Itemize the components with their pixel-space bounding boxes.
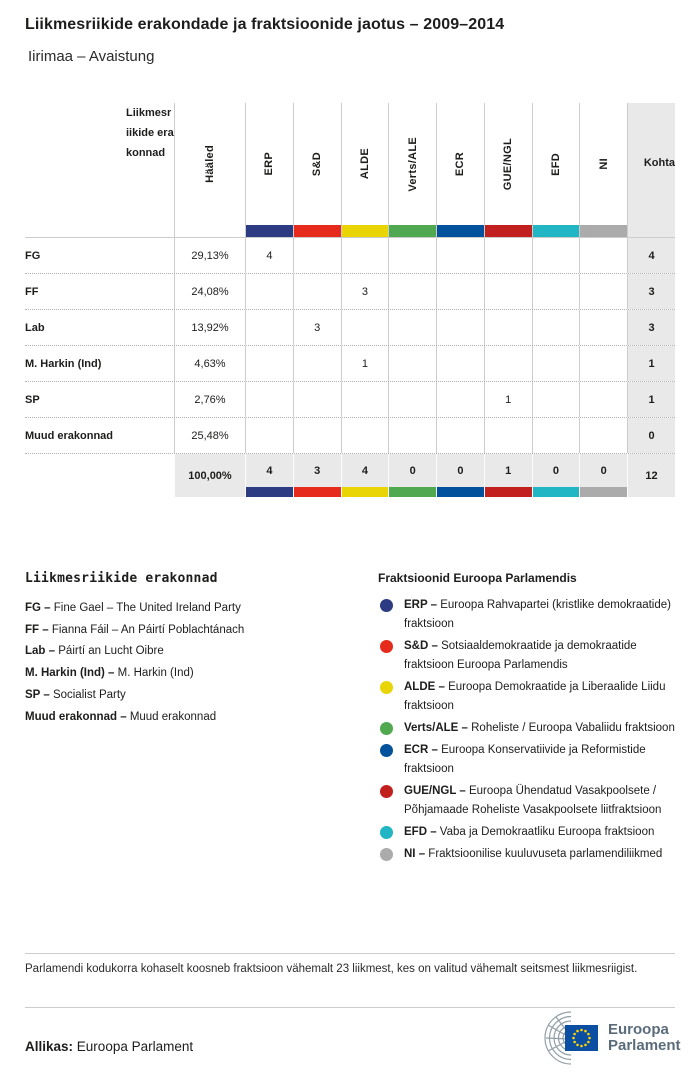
group-column-header (436, 103, 484, 237)
group-legend-text (404, 719, 675, 738)
group-column-header-label: GUE/NGL (502, 137, 515, 191)
hemicycle-icon (521, 1009, 601, 1067)
group-column-header (341, 103, 389, 237)
source-line (25, 1039, 193, 1054)
divider-bottom (25, 1007, 675, 1008)
group-legend-item (378, 845, 675, 864)
table-row (25, 309, 675, 345)
party-legend-item (25, 707, 378, 729)
group-legend-name: Fraktsioonilise kuuluvuseta parlamendiliikmed (428, 848, 663, 860)
logo-wordmark (608, 1022, 681, 1054)
group-legend-abbr: ALDE – (404, 681, 445, 693)
party-legend-name: Fine Gael – The United Ireland Party (53, 602, 241, 614)
group-seats-cell (436, 310, 484, 345)
group-legend-text (404, 845, 675, 864)
group-seats-cell (532, 310, 580, 345)
group-color-bar (485, 225, 532, 237)
group-color-bar (437, 225, 484, 237)
row-total-seats-cell: 3 (627, 310, 675, 345)
group-seats-cell (388, 238, 436, 273)
party-legend-abbr: M. Harkin (Ind) – (25, 667, 115, 680)
group-legend-name: Roheliste / Euroopa Vabaliidu fraktsioon (471, 722, 675, 734)
total-group-seats-value: 0 (600, 464, 607, 477)
group-legend (378, 571, 675, 867)
group-column-header-label: ALDE (358, 148, 371, 180)
group-legend-abbr: GUE/NGL – (404, 785, 466, 797)
table-total-row (25, 453, 675, 497)
group-color-bar (342, 225, 389, 237)
group-column-header (245, 103, 293, 237)
total-group-seats-cell (388, 454, 436, 497)
group-legend-abbr: S&D – (404, 640, 438, 652)
group-column-header-label: ERP (263, 152, 276, 176)
row-total-seats-cell: 3 (627, 274, 675, 309)
parties-column-header-label: Liikmesriikide erakonnad (126, 107, 174, 159)
grand-total-seats-cell: 12 (627, 454, 675, 497)
group-color-dot (380, 785, 393, 798)
party-legend-abbr: Muud erakonnad – (25, 710, 127, 723)
group-seats-cell (532, 238, 580, 273)
total-group-seats-value: 0 (409, 464, 416, 477)
group-seats-cell (293, 382, 341, 417)
votes-header-bar-spacer (175, 225, 245, 237)
group-column-header (388, 103, 436, 237)
group-legend-text (404, 741, 675, 779)
group-seats-cell (436, 346, 484, 381)
group-color-bar (580, 225, 627, 237)
group-color-dot (380, 722, 393, 735)
total-group-seats-cell (532, 454, 580, 497)
party-legend-abbr: Lab – (25, 645, 56, 658)
group-seats-cell (293, 238, 341, 273)
total-group-seats-cell (436, 454, 484, 497)
votes-cell: 2,76% (174, 382, 245, 417)
total-votes-cell: 100,00% (174, 454, 245, 497)
group-legend-name: Euroopa Demokraatide ja Liberaalide Liidu fraktsioon (404, 681, 666, 712)
group-legend-item (378, 596, 675, 634)
group-legend-name: Euroopa Ühendatud Vasakpoolsete / Põhjamaade Roheliste Vasakpoolsete liitfraktsioon (404, 785, 662, 816)
group-seats-cell (484, 346, 532, 381)
party-legend-name: Páirtí an Lucht Oibre (58, 645, 164, 658)
group-color-bar (533, 225, 580, 237)
table-row (25, 381, 675, 417)
group-seats-cell: 1 (484, 382, 532, 417)
group-seats-cell (484, 418, 532, 453)
group-column-header-label: EFD (549, 152, 562, 176)
votes-column-header-label: Hääled (204, 145, 216, 183)
group-legend-name: Vaba ja Demokraatliku Euroopa fraktsioon (439, 826, 655, 838)
group-seats-cell (532, 418, 580, 453)
votes-cell: 24,08% (174, 274, 245, 309)
group-color-bar (389, 487, 436, 497)
table-row (25, 345, 675, 381)
group-color-bar (389, 225, 436, 237)
group-legend-abbr: EFD – (404, 826, 437, 838)
group-legend-item (378, 782, 675, 820)
votes-cell: 25,48% (174, 418, 245, 453)
party-legend-abbr: FF – (25, 623, 49, 636)
group-legend-item (378, 823, 675, 842)
page-title: Liikmesriikide erakondade ja fraktsioonide jaotus – 2009–2014 (25, 16, 505, 33)
group-seats-cell (436, 418, 484, 453)
group-legend-abbr: Verts/ALE – (404, 722, 468, 734)
group-column-header-label: Verts/ALE (406, 136, 419, 192)
party-name-cell: Muud erakonnad (25, 429, 114, 442)
total-group-seats-value: 0 (457, 464, 464, 477)
party-name-cell: FG (25, 249, 41, 262)
party-legend-item (25, 641, 378, 663)
row-total-seats-cell: 1 (627, 382, 675, 417)
total-group-seats-value: 0 (552, 464, 559, 477)
votes-cell: 29,13% (174, 238, 245, 273)
votes-cell: 13,92% (174, 310, 245, 345)
logo-text-line2: Parlament (608, 1037, 681, 1054)
group-seats-cell (341, 310, 389, 345)
group-color-dot (380, 640, 393, 653)
group-color-dot (380, 744, 393, 757)
group-column-header-label: S&D (311, 151, 324, 177)
party-name-cell: SP (25, 393, 40, 406)
table-row (25, 237, 675, 273)
total-group-seats-cell (484, 454, 532, 497)
total-row-spacer (25, 454, 174, 497)
table-row (25, 273, 675, 309)
group-seats-cell (579, 274, 627, 309)
group-seats-cell (245, 310, 293, 345)
party-legend-item (25, 620, 378, 642)
eu-flag-icon (565, 1025, 598, 1051)
group-seats-cell (436, 274, 484, 309)
party-name-cell: FF (25, 285, 39, 298)
party-legend-name: M. Harkin (Ind) (117, 667, 194, 680)
group-seats-cell (484, 238, 532, 273)
group-legend-text (404, 637, 675, 675)
group-seats-cell (388, 346, 436, 381)
group-column-header (293, 103, 341, 237)
group-seats-cell (579, 238, 627, 273)
group-legend-text (404, 823, 675, 842)
group-seats-cell (341, 238, 389, 273)
party-legend-item (25, 663, 378, 685)
total-group-seats-cell (293, 454, 341, 497)
group-seats-cell (341, 418, 389, 453)
group-color-bar (533, 487, 580, 497)
group-legend-item (378, 741, 675, 779)
group-color-bar (342, 487, 389, 497)
group-seats-cell (245, 382, 293, 417)
group-color-dot (380, 826, 393, 839)
page-subtitle: Iirimaa – Avaistung (28, 48, 155, 65)
group-seats-cell: 3 (341, 274, 389, 309)
group-column-header (484, 103, 532, 237)
group-color-bar (294, 225, 341, 237)
group-seats-cell (341, 382, 389, 417)
ep-logo (521, 1009, 681, 1067)
group-legend-text (404, 782, 675, 820)
group-seats-cell (484, 274, 532, 309)
group-seats-cell (388, 274, 436, 309)
group-color-bar (437, 487, 484, 497)
row-total-seats-cell: 4 (627, 238, 675, 273)
group-legend-item (378, 678, 675, 716)
party-legend-abbr: FG – (25, 602, 51, 614)
votes-cell: 4,63% (174, 346, 245, 381)
group-seats-cell (579, 346, 627, 381)
group-seats-cell (579, 310, 627, 345)
footnote: Parlamendi kodukorra kohaselt koosneb fraktsioon vähemalt 23 liikmest, kes on valitud vähemalt seitsmest liikmesriigist. (25, 963, 638, 975)
group-color-bar (485, 487, 532, 497)
group-seats-cell (532, 382, 580, 417)
parties-column-header (25, 103, 174, 237)
group-legend-text (404, 596, 675, 634)
seats-column-header (627, 103, 675, 237)
group-seats-cell (293, 274, 341, 309)
group-seats-cell (388, 418, 436, 453)
table-header-row (25, 103, 675, 237)
seats-column-header-label: Kohta (643, 156, 675, 169)
group-column-header (532, 103, 580, 237)
group-seats-cell (293, 346, 341, 381)
group-color-dot (380, 681, 393, 694)
party-legend-name: Fianna Fáil – An Páirtí Poblachtánach (51, 623, 245, 636)
total-group-seats-cell (245, 454, 293, 497)
group-legend-heading: Fraktsioonid Euroopa Parlamendis (378, 571, 577, 585)
group-seats-cell (245, 346, 293, 381)
party-legend-abbr: SP – (25, 688, 50, 701)
group-column-header-label: ECR (454, 151, 467, 177)
party-legend-item (25, 685, 378, 707)
group-seats-cell (245, 418, 293, 453)
results-table (25, 103, 675, 497)
total-group-seats-value: 4 (361, 464, 368, 477)
group-seats-cell: 1 (341, 346, 389, 381)
group-color-dot (380, 599, 393, 612)
source-label: Allikas: (25, 1039, 74, 1054)
divider-top (25, 953, 675, 954)
row-total-seats-cell: 0 (627, 418, 675, 453)
party-name-cell: M. Harkin (Ind) (25, 357, 102, 370)
group-column-header-label: NI (597, 158, 610, 170)
group-color-bar (246, 225, 293, 237)
group-seats-cell (293, 418, 341, 453)
votes-column-header (174, 103, 245, 237)
logo-text-line1: Euroopa (608, 1021, 669, 1038)
group-seats-cell (436, 238, 484, 273)
group-seats-cell (388, 310, 436, 345)
group-seats-cell (579, 382, 627, 417)
group-seats-cell (532, 346, 580, 381)
group-seats-cell (532, 274, 580, 309)
legend-section (25, 571, 675, 867)
group-legend-name: Euroopa Konservatiivide ja Reformistide fraktsioon (404, 744, 646, 775)
group-seats-cell (436, 382, 484, 417)
total-group-seats-cell (341, 454, 389, 497)
party-legend (25, 571, 378, 867)
group-color-dot (380, 848, 393, 861)
group-seats-cell (579, 418, 627, 453)
party-legend-name: Socialist Party (52, 688, 126, 701)
seats-header-bar-spacer (628, 225, 675, 237)
row-total-seats-cell: 1 (627, 346, 675, 381)
group-legend-name: Euroopa Rahvapartei (kristlike demokraatide) fraktsioon (404, 599, 671, 630)
total-group-seats-cell (579, 454, 627, 497)
group-seats-cell (245, 274, 293, 309)
total-group-seats-value: 1 (505, 464, 512, 477)
group-legend-text (404, 678, 675, 716)
group-seats-cell (388, 382, 436, 417)
group-legend-item (378, 637, 675, 675)
party-legend-heading: Liikmesriikide erakonnad (25, 571, 218, 586)
group-seats-cell: 3 (293, 310, 341, 345)
party-legend-name: Muud erakonnad (129, 710, 217, 723)
group-color-bar (246, 487, 293, 497)
total-group-seats-value: 4 (266, 464, 273, 477)
party-name-cell: Lab (25, 321, 45, 334)
group-color-bar (294, 487, 341, 497)
group-column-header (579, 103, 627, 237)
group-seats-cell (484, 310, 532, 345)
party-legend-item (25, 598, 378, 620)
source-value: Euroopa Parlament (76, 1039, 194, 1054)
group-seats-cell: 4 (245, 238, 293, 273)
group-legend-name: Sotsiaaldemokraatide ja demokraatide fraktsioon Euroopa Parlamendis (404, 640, 637, 671)
group-legend-abbr: NI – (404, 848, 426, 860)
total-group-seats-value: 3 (314, 464, 321, 477)
group-legend-item (378, 719, 675, 738)
table-row (25, 417, 675, 453)
group-legend-abbr: ECR – (404, 744, 438, 756)
group-color-bar (580, 487, 627, 497)
group-legend-abbr: ERP – (404, 599, 438, 611)
